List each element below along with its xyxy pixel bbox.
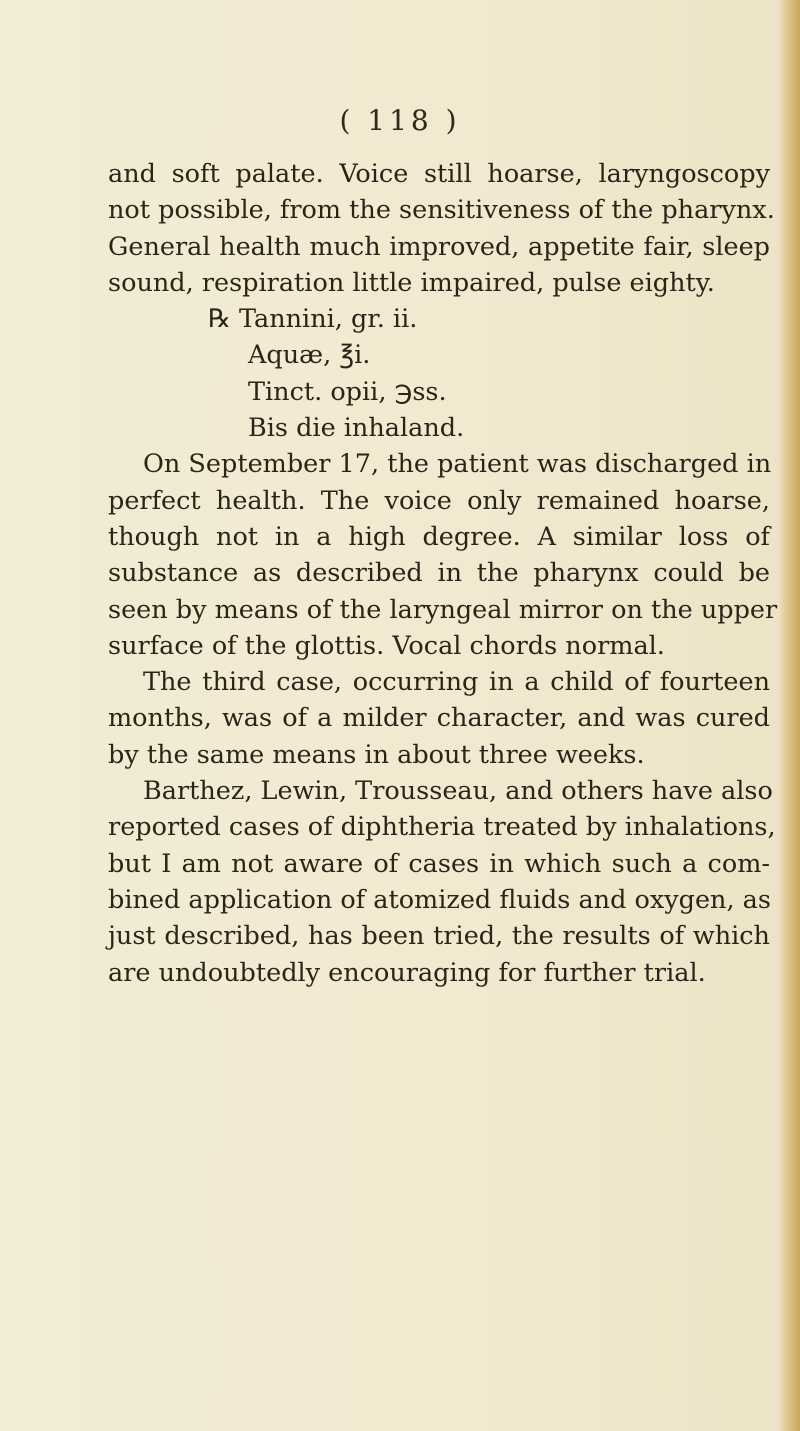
text-line: and soft palate. Voice still hoarse, laryngoscopy bbox=[108, 159, 770, 189]
text-line: On September 17, the patient was discharged in bbox=[143, 449, 772, 480]
page-edge-shading bbox=[778, 0, 800, 1431]
prescription-line: Tinct. opii, ℈ss. bbox=[248, 376, 447, 407]
text-line: sound, respiration little impaired, pulse eighty. bbox=[108, 267, 715, 298]
text-line: not possible, from the sensitiveness of the pharynx. bbox=[108, 195, 775, 226]
text-line: seen by means of the laryngeal mirror on the upper bbox=[108, 594, 778, 625]
text-line: months, was of a milder character, and was cured bbox=[108, 703, 770, 734]
text-line: reported cases of diphtheria treated by inhalations, bbox=[108, 812, 776, 843]
text-line: substance as described in the pharynx could be bbox=[108, 558, 770, 589]
text-line: are undoubtedly encouraging for further trial. bbox=[108, 957, 706, 988]
text-line: Barthez, Lewin, Trousseau, and others have also bbox=[143, 776, 773, 807]
text-line: The third case, occurring in a child of fourteen bbox=[143, 667, 770, 698]
text-line: General health much improved, appetite fair, sleep bbox=[108, 231, 770, 262]
text-line: just described, has been tried, the results of which bbox=[108, 921, 770, 952]
text-line: perfect health. The voice only remained hoarse, bbox=[108, 485, 770, 516]
text-line: but I am not aware of cases in which such a com- bbox=[108, 848, 770, 879]
page-number: ( 118 ) bbox=[339, 104, 461, 137]
prescription-line: Aquæ, ℥i. bbox=[248, 340, 371, 371]
prescription-line: Bis die inhaland. bbox=[248, 413, 465, 444]
text-line: surface of the glottis. Vocal chords normal. bbox=[108, 630, 665, 661]
text-line: by the same means in about three weeks. bbox=[108, 739, 645, 770]
prescription-line: ℞ Tannini, gr. ii. bbox=[208, 304, 418, 335]
body-text bbox=[108, 156, 778, 991]
text-line: though not in a high degree. A similar loss of bbox=[108, 521, 770, 552]
text-line: bined application of atomized fluids and oxygen, as bbox=[108, 884, 771, 915]
